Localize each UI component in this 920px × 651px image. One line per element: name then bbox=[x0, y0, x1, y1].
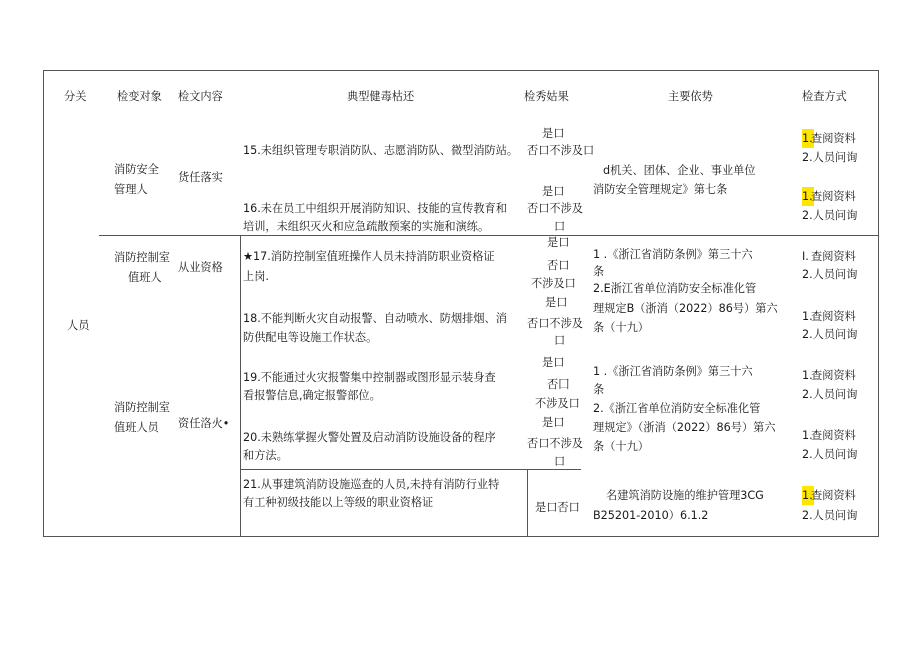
method-text: 2.人员问询 bbox=[802, 509, 858, 522]
object-label: 消防控制室 bbox=[114, 251, 170, 264]
result-options: 是口 bbox=[542, 356, 565, 369]
issue-text: 16.未在员工中组织开展消防知识、技能的宣传教育和 bbox=[243, 202, 507, 215]
basis-text: d机关、团体、企业、事业单位 bbox=[603, 164, 756, 177]
result-options: 是口 bbox=[542, 416, 565, 429]
basis-text: 1 .《浙江省消防条例》第三十六 bbox=[593, 248, 753, 261]
column-divider bbox=[240, 235, 241, 536]
method-text: 查阅资料 bbox=[811, 190, 856, 203]
result-options: 口 bbox=[554, 334, 566, 347]
basis-text: 2.E浙江省单位消防安全标准化管 bbox=[593, 282, 757, 295]
content-label: 从业资格 bbox=[178, 261, 223, 274]
method-index: I. bbox=[802, 250, 809, 263]
method-text: 2.人员问询 bbox=[802, 268, 858, 281]
issue-text: 20.未熟练掌握火警处置及启动消防设施设备的程序 bbox=[243, 431, 496, 444]
category-label: 人员 bbox=[67, 319, 90, 332]
issue-text: 培训，未组织灭火和应急疏散预案的实施和演练。 bbox=[243, 220, 490, 233]
table-border-right bbox=[878, 70, 879, 537]
method-text: 查阅资料 bbox=[811, 310, 856, 323]
result-options: 是口 bbox=[542, 185, 565, 198]
method-index: 1. bbox=[802, 129, 814, 148]
method-text: 查阅资料 bbox=[811, 369, 856, 382]
header-content: 检文内容 bbox=[178, 90, 223, 103]
object-label: 消防安全 bbox=[114, 163, 159, 176]
method-text: 2.人员问询 bbox=[802, 151, 858, 164]
result-options: 口 bbox=[554, 220, 566, 233]
header-basis: 主要依势 bbox=[668, 90, 713, 103]
basis-text: 条（十九） bbox=[593, 321, 649, 334]
method-text: 2.人员问询 bbox=[802, 388, 858, 401]
result-options: 否口不涉及 bbox=[527, 437, 583, 450]
result-options: 不涉及口 bbox=[535, 397, 580, 410]
issue-text: 有工种初级技能以上等级的职业资格证 bbox=[243, 496, 434, 509]
basis-text: 条 bbox=[593, 265, 605, 278]
method-index: 1. bbox=[802, 486, 814, 505]
basis-text: 名建筑消防设施的维护管理3CG bbox=[606, 489, 764, 502]
issue-text: 看报警信息,确定报警部位。 bbox=[243, 389, 381, 402]
method-index: 1. bbox=[802, 310, 813, 323]
basis-text: B25201-2010）6.1.2 bbox=[593, 509, 709, 522]
issue-text: 防供配电等设施工作状态。 bbox=[243, 331, 378, 344]
result-options: 口 bbox=[554, 455, 566, 468]
basis-text: 1 .《浙江省消防条例》第三十六 bbox=[593, 365, 753, 378]
method-text: 查阅资料 bbox=[811, 250, 856, 263]
method-text: 查阅资料 bbox=[811, 429, 856, 442]
result-options: 否口不涉及 bbox=[527, 317, 583, 330]
header-issue: 典型健毒枯还 bbox=[347, 90, 415, 103]
object-label: 值班人员 bbox=[114, 421, 159, 434]
content-label: 货任落实 bbox=[178, 171, 223, 184]
issue-text: 15.未组织管理专职消防队、志愿消防队、微型消防站。 bbox=[243, 144, 519, 157]
object-label: 消防控制室 bbox=[114, 401, 170, 414]
result-options: 否口 bbox=[547, 259, 570, 272]
result-options: 否口不涉及 bbox=[527, 202, 583, 215]
method-text: 查阅资料 bbox=[811, 132, 856, 145]
result-options: 不涉及口 bbox=[531, 277, 576, 290]
basis-text: 2.《浙江省单位消防安全标准化管 bbox=[593, 402, 761, 415]
method-text: 2.人员问询 bbox=[802, 448, 858, 461]
cell-divider bbox=[240, 469, 581, 470]
method-text: 2.人员问询 bbox=[802, 209, 858, 222]
result-options: 是口 bbox=[542, 127, 565, 140]
method-index: 1. bbox=[802, 429, 813, 442]
header-category: 分关 bbox=[64, 90, 87, 103]
header-object: 检变对象 bbox=[117, 90, 162, 103]
method-text: 2.人员问询 bbox=[802, 328, 858, 341]
basis-text: 理规定B（浙消（2022）86号）第六 bbox=[593, 302, 778, 315]
basis-text: 理规定》（浙消（2022）86号）第六 bbox=[593, 421, 776, 434]
basis-text: 条（十九） bbox=[593, 440, 649, 453]
result-options: 否囗 bbox=[547, 378, 570, 391]
method-index: 1. bbox=[802, 187, 814, 206]
header-result: 检秀姑果 bbox=[524, 90, 569, 103]
method-index: 1. bbox=[802, 369, 813, 382]
content-label: 资任洛火• bbox=[178, 417, 230, 430]
issue-text: 18.不能判断火灾自动报警、自动喷水、防烟排烟、消 bbox=[243, 312, 507, 325]
result-options: 是口否口 bbox=[535, 501, 580, 514]
table-border-bottom bbox=[43, 536, 879, 537]
cell-divider-vertical bbox=[527, 469, 528, 536]
table-border-left bbox=[43, 70, 44, 537]
issue-text: ★17.消防控制室值班操作人员未持消防职业资格证 bbox=[243, 250, 495, 263]
basis-text: 条 bbox=[593, 383, 605, 396]
issue-text: 21.从事建筑消防设施巡查的人员,未持有消防行业特 bbox=[243, 478, 500, 491]
object-label: 值班人 bbox=[128, 271, 162, 284]
result-options: 否口不涉及口 bbox=[527, 144, 595, 157]
issue-text: 上岗. bbox=[243, 270, 269, 283]
table-border-top bbox=[43, 70, 879, 71]
method-text: 查阅资料 bbox=[811, 489, 856, 502]
result-options: 是口 bbox=[547, 236, 570, 249]
issue-text: 和方法。 bbox=[243, 449, 288, 462]
basis-text: 消防安全管理规定》第七条 bbox=[593, 183, 728, 196]
object-label: 管理人 bbox=[114, 183, 148, 196]
result-options: 是口 bbox=[545, 296, 568, 309]
issue-text: 19.不能通过火灾报警集中控制器或图形显示装身查 bbox=[243, 371, 496, 384]
header-method: 检查方式 bbox=[802, 90, 847, 103]
